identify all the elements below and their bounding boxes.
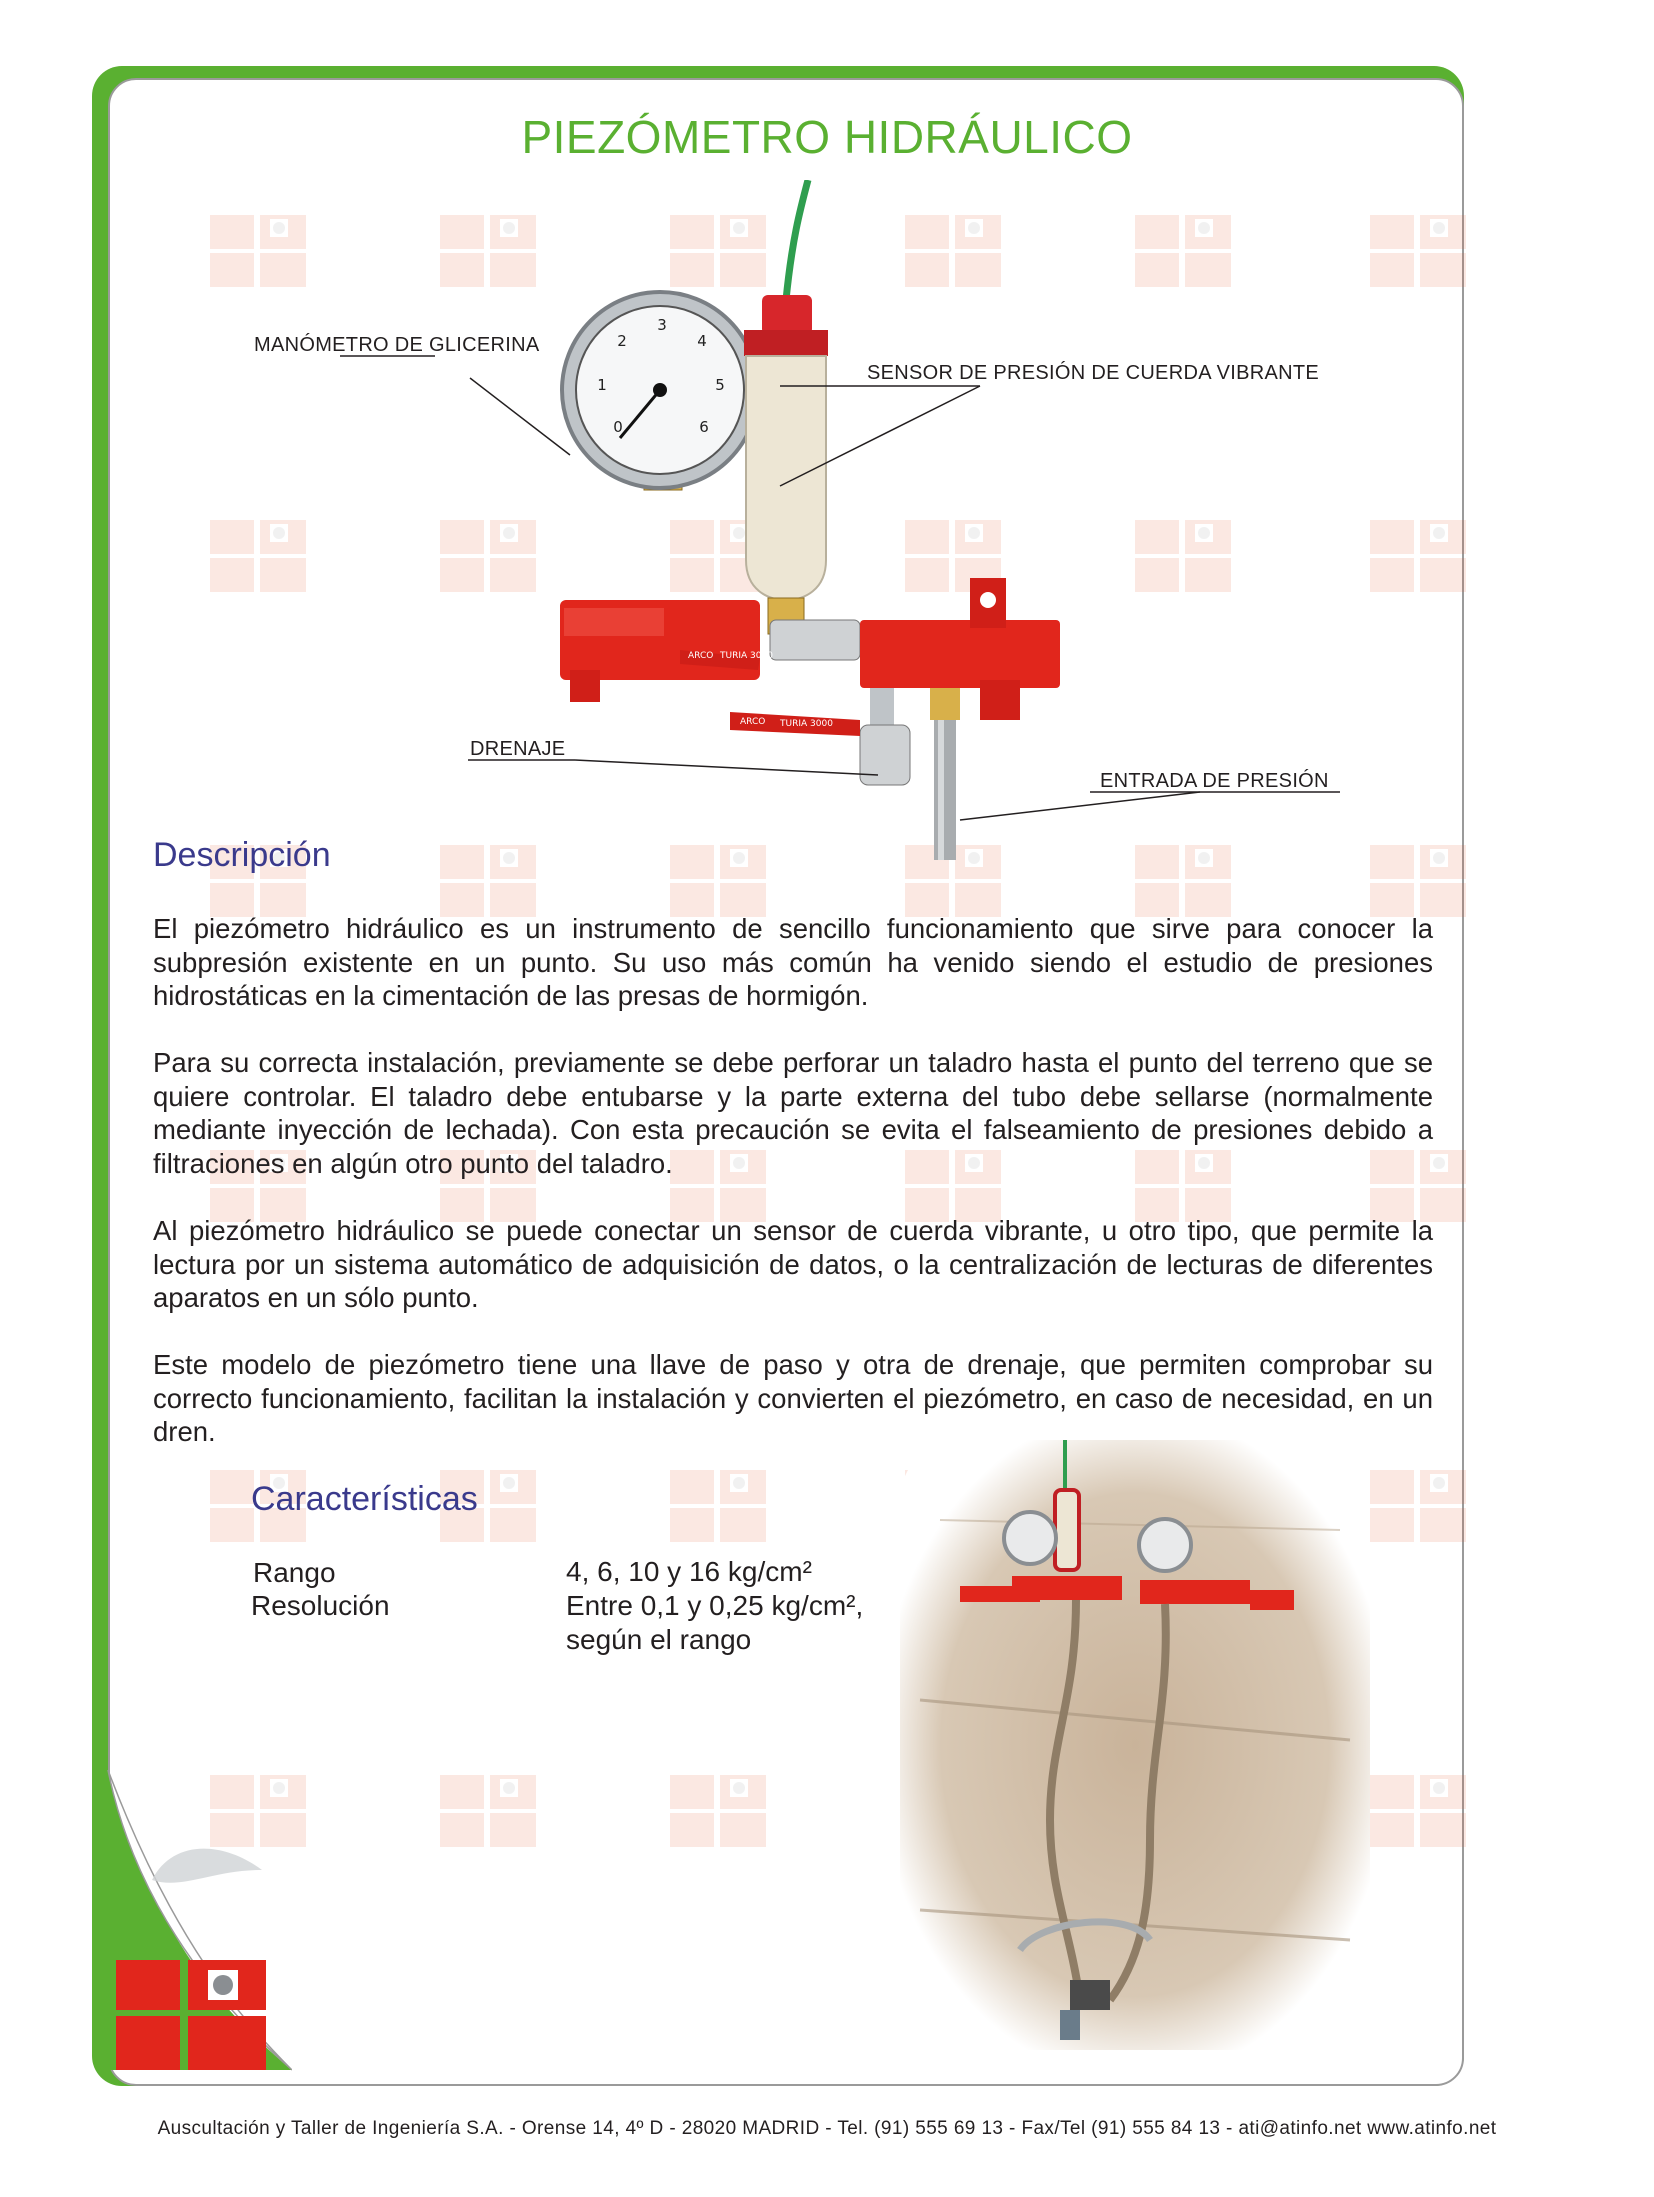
- footer-contact: Auscultación y Taller de Ingeniería S.A. - Orense 14, 4º D - 28020 MADRID - Tel. (91) 555 69 13 - Fax/Tel (91) 555 84 13 - ati@atinfo.net www.atinfo.net: [157, 2118, 1497, 2139]
- description-paragraph-2: Para su correcta instalación, previamente se debe perforar un taladro hasta el punto del terreno que se quiere controlar. El taladro debe entubarse y la parte externa del tubo debe sellarse (normalmente mediante inyección de lechada). Con esta precaución se evita el falseamiento de presiones debido a filtraciones en algún otro punto del taladro.: [153, 1047, 1433, 1179]
- drain-valve-model: TURIA 3000: [780, 719, 833, 729]
- callout-sensor: SENSOR DE PRESIÓN DE CUERDA VIBRANTE: [867, 362, 1320, 384]
- page-title: PIEZÓMETRO HIDRÁULICO: [521, 111, 1133, 163]
- sensor-icon: [744, 295, 828, 634]
- gauge-tick-1: 1: [597, 376, 607, 394]
- piezometer-photo: [530, 180, 1090, 860]
- gauge-tick-4: 4: [697, 332, 707, 350]
- description-paragraph-4: Este modelo de piezómetro tiene una llave de paso y otra de drenaje, que permiten comprobar su correcto funcionamiento, facilitan la instalación y convierten el piezómetro, en caso de necesidad, en un dren.: [153, 1349, 1433, 1447]
- gauge-tick-3: 3: [657, 316, 667, 334]
- spec-range-label: Rango: [253, 1557, 336, 1588]
- spec-resolution-value-2: según el rango: [566, 1624, 752, 1655]
- description-heading: Descripción: [153, 836, 331, 874]
- inlet-pipe-icon: [930, 688, 960, 860]
- green-cable: [786, 180, 808, 300]
- valve-model: TURIA 3000: [720, 651, 773, 661]
- gauge-tick-5: 5: [715, 376, 725, 394]
- drain-valve-brand: ARCO: [740, 717, 766, 727]
- gauge-tick-0: 0: [613, 418, 623, 436]
- gauge-icon: [562, 292, 758, 490]
- callout-inlet: ENTRADA DE PRESIÓN: [1100, 770, 1329, 792]
- description-paragraph-3: Al piezómetro hidráulico se puede conectar un sensor de cuerda vibrante, u otro tipo, que permite la lectura por un sistema automático de adquisición de datos, o la centralización de lecturas de diferentes aparatos en un sólo punto.: [153, 1215, 1433, 1313]
- gauge-tick-6: 6: [699, 418, 709, 436]
- drain-valve-icon: [730, 688, 910, 785]
- gauge-tick-2: 2: [617, 332, 627, 350]
- spec-range-value: 4, 6, 10 y 16 kg/cm²: [566, 1556, 812, 1587]
- callout-drain: DRENAJE: [470, 738, 566, 760]
- installation-photo: [900, 1440, 1370, 2050]
- features-heading: Características: [251, 1480, 478, 1518]
- manifold-icon: [560, 578, 1060, 720]
- valve-brand: ARCO: [688, 651, 714, 661]
- callout-gauge: MANÓMETRO DE GLICERINA: [254, 334, 540, 356]
- spec-resolution-value-1: Entre 0,1 y 0,25 kg/cm²,: [566, 1590, 864, 1621]
- company-logo: [116, 1960, 266, 2070]
- description-paragraph-1: El piezómetro hidráulico es un instrumento de sencillo funcionamiento que sirve para conocer la subpresión existente en un punto. Su uso más común ha venido siendo el estudio de presiones hidrostáticas en la cimentación de las presas de hormigón.: [153, 913, 1433, 1011]
- spec-resolution-label: Resolución: [251, 1590, 390, 1621]
